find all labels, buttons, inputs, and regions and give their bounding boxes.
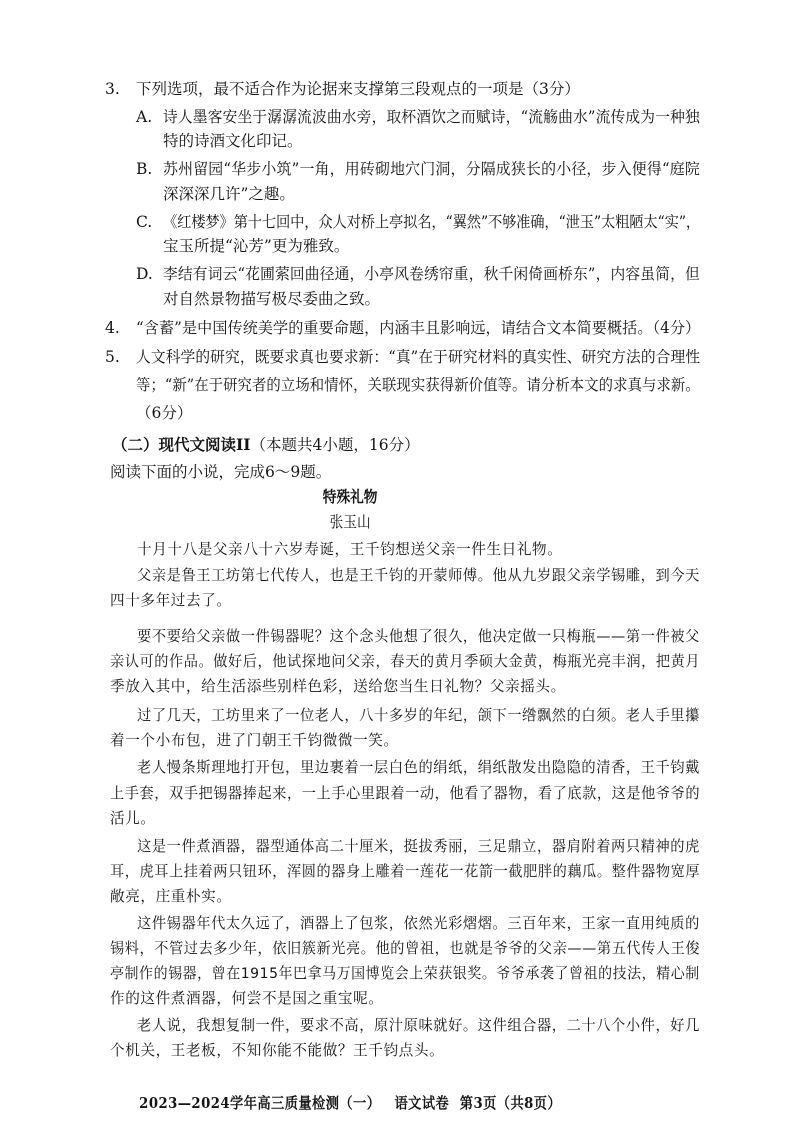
story-line-14: 敞亮，庄重朴实。: [110, 888, 232, 905]
option-a-line1: 诗人墨客安坐于潺潺流波曲水旁，取杯酒饮之而赋诗，“流觞曲水”流传成为一种独: [163, 108, 700, 126]
story-line-18: 作的这件煮酒器，何尝不是国之重宝呢。: [110, 990, 384, 1007]
question-4-text: “含蓄”是中国传统美学的重要命题，内涵丰且影响远，请结合文本简要概括。（4分）: [136, 319, 701, 337]
option-c-letter: C.: [136, 213, 153, 231]
question-5-number: 5.: [105, 348, 120, 366]
option-a-line2: 特的诗酒文化印记。: [163, 132, 303, 150]
section-2-heading: [112, 435, 420, 455]
option-c-line1: 《红楼梦》第十七回中，众人对桥上亭拟名，“翼然”不够准确，“泄玉”太粗陋太“实”，: [163, 213, 701, 231]
story-author: 张玉山: [329, 513, 371, 531]
story-line-6: 季放入其中，给生活添些别样色彩，送给您当生日礼物？父亲摇头。: [110, 678, 566, 695]
reading-instruction: 阅读下面的小说，完成6～9题。: [110, 463, 332, 481]
question-5-line1: 人文科学的研究，既要求真也要求新：“真”在于研究材料的真实性、研究方法的合理性: [136, 348, 701, 366]
question-5-line3: （6分）: [136, 404, 193, 422]
story-line-4: 要不要给父亲做一件锡器呢？这个念头他想了很久，他决定做一只梅瓶——第一件被父: [137, 628, 700, 645]
story-line-12: 这是一件煮酒器，器型通体高二十厘米，挺拔秀丽，三足鼎立，器肩附着两只精神的虎: [137, 838, 700, 855]
option-b-line2: 深深深几许”之趣。: [163, 185, 295, 203]
section-2-heading-note: （本题共4小题，16分）: [250, 436, 420, 454]
footer-exam-title: 2023—2024学年高三质量检测（一）: [139, 1094, 381, 1112]
story-line-19: 老人说，我想复制一件，要求不高，原汁原味就好。这件组合器，二十八个小件，好几: [137, 1017, 700, 1034]
option-b-line1: 苏州留园“华步小筑”一角，用砖砌地穴门洞，分隔成狭长的小径，步入便得“庭院: [163, 160, 700, 178]
footer-page-number: 第3页（共8页）: [459, 1094, 562, 1112]
option-a-letter: A.: [136, 108, 153, 126]
story-line-20: 个机关，王老板，不知你能不能做？王千钧点头。: [110, 1042, 445, 1059]
story-line-1: 十月十八是父亲八十六岁寿诞，王千钧想送父亲一件生日礼物。: [137, 541, 563, 558]
question-3-number: 3.: [105, 80, 120, 98]
story-line-16: 锡料，不管过去多少年，依旧簇新光亮。他的曾祖，也就是爷爷的父亲——第五代传人王俊: [110, 940, 701, 957]
story-line-15: 这件锡器年代太久远了，酒器上了包浆，依然光彩熠熠。三百年来，王家一直用纯质的: [137, 915, 700, 932]
story-title: 特殊礼物: [322, 487, 378, 506]
story-line-7: 过了几天，工坊里来了一位老人，八十多岁的年纪，颌下一绺飘然的白须。老人手里攥: [137, 707, 700, 724]
section-2-heading-title: （二）现代文阅读II: [112, 435, 251, 454]
story-line-10: 上手套，双手把锡器捧起来，一上手心里跟着一动，他看了器物，看了底款，这是他爷爷的: [110, 785, 701, 802]
story-line-2: 父亲是鲁王工坊第七代传人，也是王千钧的开蒙师傅。他从九岁跟父亲学锡雕，到今天: [137, 567, 700, 584]
story-line-9: 老人慢条斯理地打开包，里边裹着一层白色的绢纸，绢纸散发出隐隐的清香，王千钧戴: [137, 759, 700, 776]
option-d-line1: 李结有词云“花圃萦回曲径通，小亭风卷绣帘重，秋千闲倚画桥东”，内容虽简，但: [163, 265, 700, 283]
story-line-13: 耳，虎耳上挂着两只钮环，浑圆的器身上雕着一莲花一花箭一截肥胖的藕瓜。整件器物宽厚: [110, 863, 701, 880]
question-4-number: 4.: [105, 319, 120, 337]
story-line-17: 亭制作的锡器，曾在1915年巴拿马万国博览会上荣获银奖。爷爷承袭了曾祖的技法，精心制: [110, 965, 700, 982]
page-footer: [0, 1092, 700, 1113]
question-5-line2: 等；“新”在于研究者的立场和情怀，关联现实获得新价值等。请分析本文的求真与求新。: [136, 376, 700, 394]
story-line-5: 亲认可的作品。做好后，他试探地问父亲，春天的黄月季硕大金黄，梅瓶光亮丰润，把黄月: [110, 653, 701, 670]
option-d-line2: 对自然景物描写极尽委曲之致。: [163, 290, 381, 308]
footer-subject: 语文试卷: [394, 1094, 450, 1112]
story-line-3: 四十多年过去了。: [110, 592, 232, 609]
option-d-letter: D.: [136, 265, 153, 283]
story-line-11: 活儿。: [110, 810, 156, 827]
story-line-8: 着一个小布包，进了门朝王千钧微微一笑。: [110, 732, 399, 749]
option-c-line2: 宝玉所提“沁芳”更为雅致。: [163, 237, 350, 255]
option-b-letter: B.: [136, 160, 153, 178]
question-3-stem: 下列选项，最不适合作为论据来支撑第三段观点的一项是（3分）: [136, 80, 580, 98]
